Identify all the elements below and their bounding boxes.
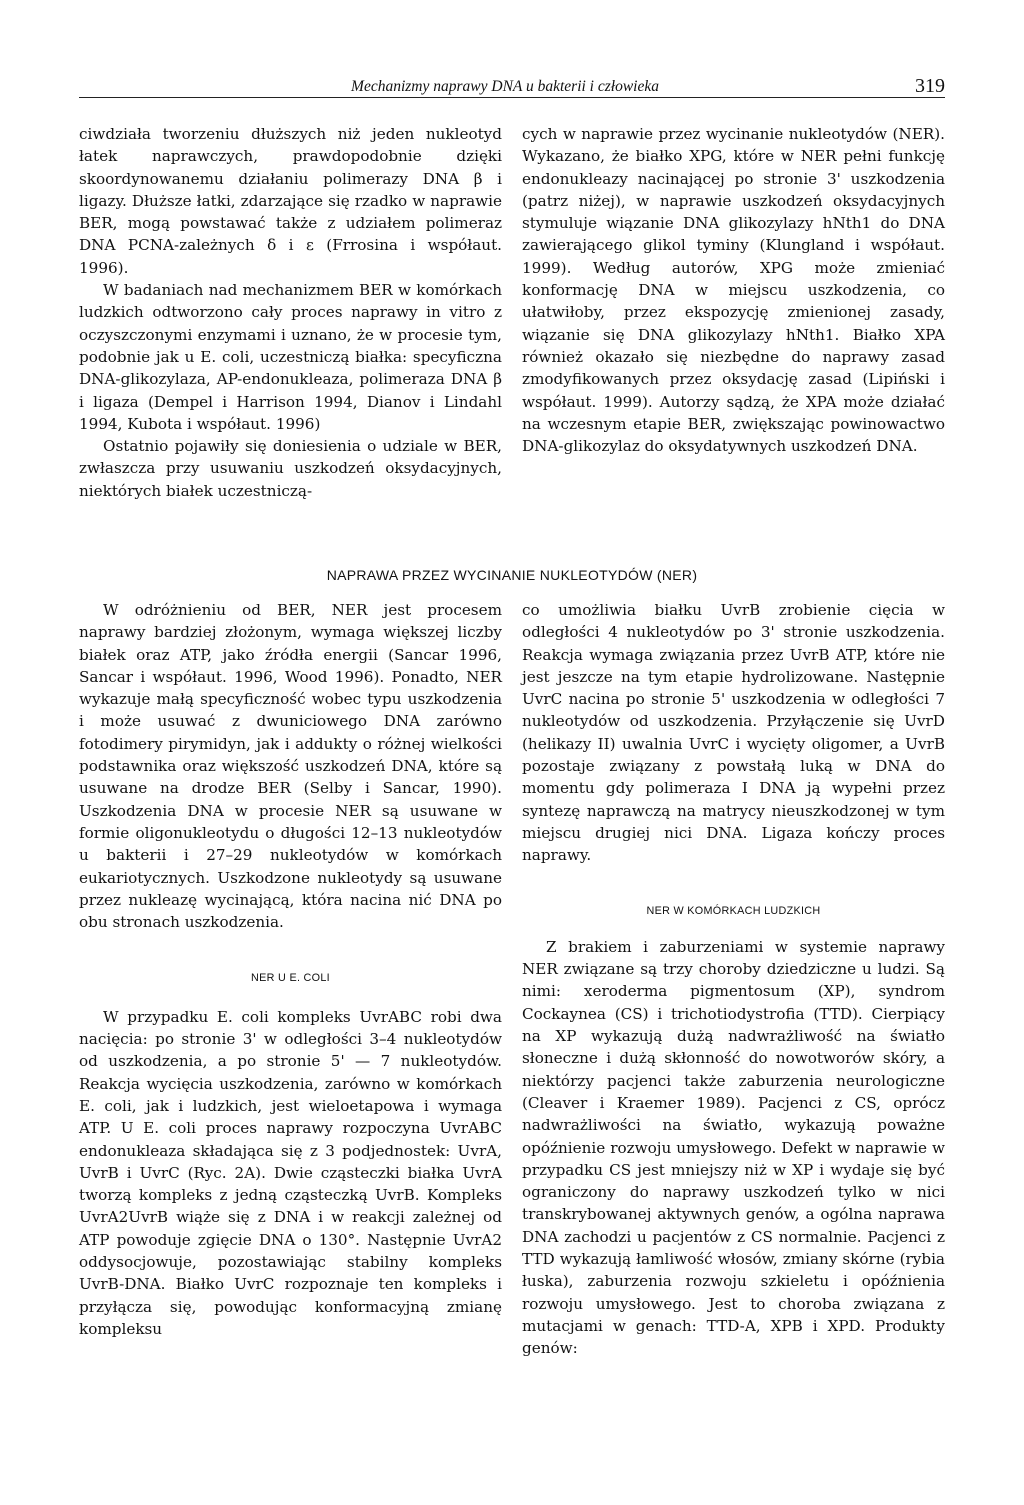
paragraph: co umożliwia białku UvrB zrobienie cięcia w odległości 4 nukleotydów po 3' stronie uszkodzenia. Reakcja wymaga związania przez UvrB ATP, które nie jest jeszcze na tym etapie hydrolizowane. Następnie UvrC nacina po stronie 5' uszkodzenia w odległości 7 nukleotydów od uszkodzenia. Przyłączenie się UvrD (helikazy II) uwalnia UvrC i wycięty oligomer, a UvrB pozostaje związany z powstałą luką w DNA do momentu gdy polimeraza I DNA ją wypełni przez syntezę naprawczą na matrycy nieuszkodzonej w tym miejscu drugiej nici DNA. Ligaza kończy proces naprawy. [522,601,945,865]
paragraph: W przypadku E. coli kompleks UvrABC robi dwa nacięcia: po stronie 3' w odległości 3–4 nukleotydów od uszkodzenia, a po stronie 5' — 7 nukleotydów. Reakcja wycięcia uszkodzenia, zarówno w komórkach E. coli, jak i ludzkich, jest wieloetapowa i wymaga ATP. U E. coli proces naprawy rozpoczyna UvrABC endonukleaza składająca się z 3 podjednostek: UvrA, UvrB i UvrC (Ryc. 2A). Dwie cząsteczki białka UvrA tworzą kompleks z jedną cząsteczką UvrB. Kompleks UvrA2UvrB wiąże się z DNA i w reakcji zależnej od ATP powoduje zgięcie DNA o 130°. Następnie UvrA2 oddysocjowuje, pozostawiając stabilny kompleks UvrB-DNA. Białko UvrC rozpoznaje ten kompleks i przyłącza się, powodując konformacyjną zmianę kompleksu [79,1007,502,1338]
paragraph: cych w naprawie przez wycinanie nukleotydów (NER). Wykazano, że białko XPG, które w NER pełni funkcję endonukleazy nacinającej po stronie 3' uszkodzenia (patrz niżej), w naprawie uszkodzeń oksydacyjnych stymuluje wiązanie DNA glikozylazy hNth1 do DNA zawierającego glikol tyminy (Klungland i współaut. 1999). Według autorów, XPG może zmieniać konformację DNA w miejscu uszkodzenia, co ułatwiłoby, przez ekspozycję zmienionej zasady, wiązanie się DNA glikozylazy hNth1. Białko XPA również okazało się niezbędne do naprawy zasad zmodyfikowanych przez oksydację zasad (Lipiński i współaut. 1999). Autorzy sądzą, że XPA może działać na wczesnym etapie BER, zwiększając powinowactwo DNA-glikozylaz do oksydatywnych uszkodzeń DNA. [522,125,945,456]
header-rule [79,97,945,98]
paragraph: W odróżnieniu od BER, NER jest procesem naprawy bardziej złożonym, wymaga większej liczby białek oraz ATP, jako źródła energii (Sancar 1996, Sancar i współaut. 1996, Wood 1996). Ponadto, NER wykazuje małą specyficzność wobec typu uszkodzenia i może usuwać z dwuniciowego DNA zarówno fotodimery pirymidyn, jak i addukty o różnej wielkości podstawnika oraz większość uszkodzeń DNA, które są usuwane na drodze BER (Selby i Sancar, 1990). Uszkodzenia DNA w procesie NER są usuwane w formie oligonukleotydu o długości 12–13 nukleotydów u bakterii i 27–29 nukleotydów w komórkach eukariotycznych. Uszkodzone nukleotydy są usuwane przez nukleazę wycinającą, która nacina nić DNA po obu stronach uszkodzenia. [79,601,502,932]
paragraph: Z brakiem i zaburzeniami w systemie naprawy NER związane są trzy choroby dziedziczne u ludzi. Są nimi: xeroderma pigmentosum (XP), syndrom Cockaynea (CS) i trichotiodystrofia (TTD). Cierpiący na XP wykazują dużą nadwrażliwość na światło słoneczne i dużą skłonność do nowotworów skóry, a niektórzy pacjenci także zaburzenia neurologiczne (Cleaver i Kraemer 1989). Pacjenci z CS, oprócz nadwrażliwości na światło, wykazują poważne opóźnienie rozwoju umysłowego. Defekt w naprawie w przypadku CS jest mniejszy niż w XP i wydaje się być ograniczony do naprawy uszkodzeń tylko w nici transkrybowanej aktywnych genów, a ogólna naprawa DNA zachodzi u pacjentów z CS normalnie. Pacjenci z TTD wykazują łamliwość włosów, zmiany skórne (rybia łuska), zaburzenia rozwoju szkieletu i opóźnienia rozwoju umysłowego. Jest to choroba związana z mutacjami w genach: TTD-A, XPB i XPD. Produkty genów: [522,937,945,1358]
paragraph: W badaniach nad mechanizmem BER w komórkach ludzkich odtworzono cały proces naprawy in vitro z oczyszczonymi enzymami i uznano, że w procesie tym, podobnie jak u E. coli, uczestniczą białka: specyficzna DNA-glikozylaza, AP-endonukleaza, polimeraza DNA β i ligaza (Dempel i Harrison 1994, Dianov i Lindahl 1994, Kubota i współaut. 1996) [79,281,502,433]
subsection-heading: NER U E. COLI [251,972,330,985]
top-right-column [522,123,945,457]
page-number: 319 [915,75,945,97]
top-left-column [79,123,502,502]
bottom-left-column [79,599,502,1340]
section-title: NAPRAWA PRZEZ WYCINANIE NUKLEOTYDÓW (NER) [326,567,698,583]
running-title: Mechanizmy naprawy DNA u bakterii i człowieka [351,78,659,95]
page-header [79,77,945,99]
paragraph: ciwdziała tworzeniu dłuższych niż jeden nukleotyd łatek naprawczych, prawdopodobnie dzięki skoordynowanemu działaniu polimerazy DNA β i ligazy. Dłuższe łatki, zdarzające się rzadko w naprawie BER, mogą powstawać także z udziałem polimeraz DNA PCNA-zależnych δ i ε (Frrosina i współaut. 1996). [79,125,502,277]
paragraph: Ostatnio pojawiły się doniesienia o udziale w BER, zwłaszcza przy usuwaniu uszkodzeń oksydacyjnych, niektórych białek uczestniczą- [79,437,502,500]
subsection-heading: NER W KOMÓRKACH LUDZKICH [646,904,821,917]
bottom-right-column [522,599,945,1360]
